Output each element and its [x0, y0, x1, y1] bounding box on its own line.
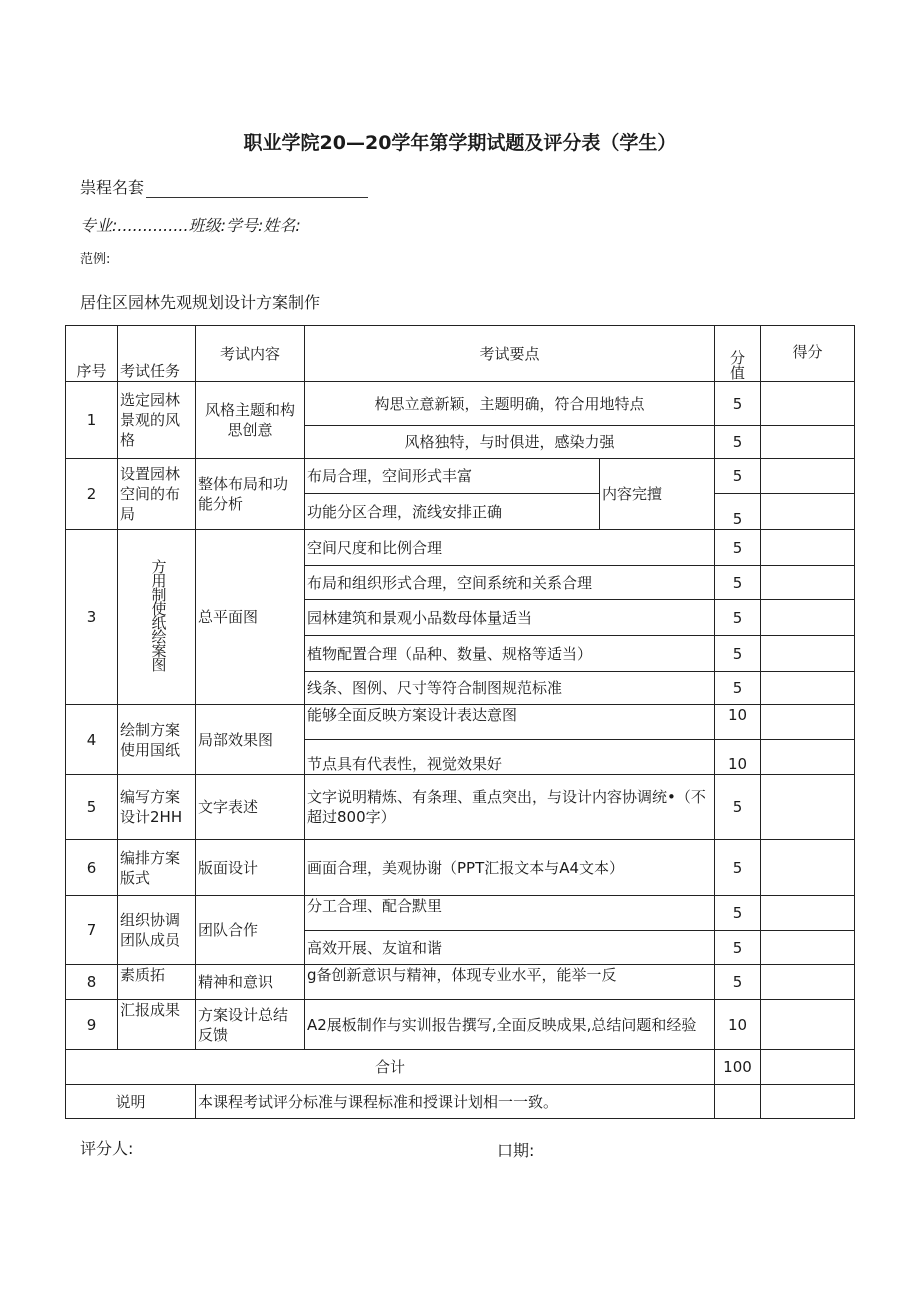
note-empty-cell — [761, 1085, 855, 1119]
table-row — [66, 840, 855, 896]
point-cell: 空间尺度和比例合理 — [305, 530, 715, 566]
project-name: 居住区园林先观规划设计方案制作 — [80, 293, 321, 312]
content-cell: 风格主题和构思创意 — [196, 382, 305, 459]
task-cell: 编写方案设计2HH — [118, 775, 196, 840]
table-row — [66, 382, 855, 426]
got-cell[interactable] — [761, 775, 855, 840]
point-cell: 线条、图例、尺寸等符合制图规范标准 — [305, 672, 715, 705]
got-cell[interactable] — [761, 740, 855, 775]
score-cell: 5 — [715, 530, 761, 566]
point-cell: 高效开展、友谊和谐 — [305, 931, 715, 965]
score-cell: 10 — [715, 1000, 761, 1050]
seq-cell: 4 — [66, 705, 118, 775]
course-name-blank[interactable] — [146, 183, 368, 198]
seq-cell: 5 — [66, 775, 118, 840]
seq-cell: 9 — [66, 1000, 118, 1050]
score-cell: 5 — [715, 600, 761, 636]
content-cell: 文字表述 — [196, 775, 305, 840]
point-cell: 分工合理、配合默里 — [305, 896, 715, 931]
point-cell: A2展板制作与实训报告撰写,全面反映成果,总结问题和经验 — [305, 1000, 715, 1050]
task-cell: 设置园林空间的布局 — [118, 459, 196, 530]
point-cell: 构思立意新颖，主题明确，符合用地特点 — [305, 382, 715, 426]
got-cell[interactable] — [761, 530, 855, 566]
score-cell: 10 — [715, 740, 761, 775]
task-vertical-text: 方用制使纸绘案图 — [149, 558, 168, 671]
course-name-line — [80, 175, 368, 198]
got-cell[interactable] — [761, 636, 855, 672]
got-cell[interactable] — [761, 965, 855, 1000]
table-row — [66, 1000, 855, 1050]
table-row — [66, 459, 855, 494]
page-title: 职业学院20—20学年第学期试题及评分表（学生） — [243, 132, 677, 154]
table-row — [66, 896, 855, 931]
total-got-cell[interactable] — [761, 1050, 855, 1085]
total-score: 100 — [715, 1050, 761, 1085]
point-cell: 布局合理，空间形式丰富 — [305, 459, 600, 494]
col-header-content: 考试内容 — [196, 326, 305, 382]
seq-cell: 6 — [66, 840, 118, 896]
got-cell[interactable] — [761, 705, 855, 740]
table-header-row — [66, 326, 855, 382]
got-cell[interactable] — [761, 672, 855, 705]
score-cell: 5 — [715, 965, 761, 1000]
col-header-score: 分值 — [715, 326, 761, 382]
course-name-label: 祟程名套 — [80, 178, 145, 197]
scoring-table — [65, 325, 855, 1119]
content-cell: 总平面图 — [196, 530, 305, 705]
score-cell: 5 — [715, 566, 761, 600]
table-row — [66, 965, 855, 1000]
note-text: 本课程考试评分标准与课程标准和授课计划相一一致。 — [196, 1085, 715, 1119]
point-cell: 布局和组织形式合理，空间系统和关系合理 — [305, 566, 715, 600]
score-cell: 5 — [715, 494, 761, 530]
note-label: 说明 — [66, 1085, 196, 1119]
task-cell: 绘制方案使用国纸 — [118, 705, 196, 775]
task-cell: 编排方案版式 — [118, 840, 196, 896]
score-cell: 5 — [715, 896, 761, 931]
seq-cell: 7 — [66, 896, 118, 965]
seq-cell: 2 — [66, 459, 118, 530]
score-cell: 5 — [715, 426, 761, 459]
score-cell: 5 — [715, 459, 761, 494]
point-cell: 文字说明精炼、有条理、重点突出，与设计内容协调统•（不超过800字） — [305, 775, 715, 840]
table-row — [66, 530, 855, 566]
total-row — [66, 1050, 855, 1085]
task-cell — [118, 530, 196, 705]
score-cell: 5 — [715, 840, 761, 896]
task-cell: 选定园林景观的风格 — [118, 382, 196, 459]
score-cell: 10 — [715, 705, 761, 740]
table-row — [66, 775, 855, 840]
point-cell: 画面合理，美观协谢（PPT汇报文本与A4文本） — [305, 840, 715, 896]
score-cell: 5 — [715, 775, 761, 840]
score-cell: 5 — [715, 672, 761, 705]
point-cell: 功能分区合理，流线安排正确 — [305, 494, 600, 530]
col-header-got: 得分 — [761, 326, 855, 382]
note-empty-cell — [715, 1085, 761, 1119]
student-info-line: 专业:..............班级:学号:姓名: — [80, 216, 301, 235]
col-header-seq: 序号 — [66, 326, 118, 382]
got-cell[interactable] — [761, 896, 855, 931]
point-cell: 风格独特，与时俱进，感染力强 — [305, 426, 715, 459]
got-cell[interactable] — [761, 600, 855, 636]
score-cell: 5 — [715, 931, 761, 965]
side-note-cell: 内容完擅 — [600, 459, 715, 530]
point-cell: 节点具有代表性，视觉效果好 — [305, 740, 715, 775]
content-cell: 版面设计 — [196, 840, 305, 896]
got-cell[interactable] — [761, 494, 855, 530]
col-header-points: 考试要点 — [305, 326, 715, 382]
score-cell: 5 — [715, 636, 761, 672]
seq-cell: 1 — [66, 382, 118, 459]
got-cell[interactable] — [761, 382, 855, 426]
seq-cell: 3 — [66, 530, 118, 705]
got-cell[interactable] — [761, 840, 855, 896]
point-cell: 植物配置合理（品种、数量、规格等适当） — [305, 636, 715, 672]
got-cell[interactable] — [761, 459, 855, 494]
got-cell[interactable] — [761, 566, 855, 600]
task-cell: 素质拓 — [118, 965, 196, 1000]
content-cell: 方案设计总结反馈 — [196, 1000, 305, 1050]
point-cell: 能够全面反映方案设计表达意图 — [305, 705, 715, 740]
got-cell[interactable] — [761, 426, 855, 459]
task-cell: 汇报成果 — [118, 1000, 196, 1050]
point-cell: 园林建筑和景观小品数母体量适当 — [305, 600, 715, 636]
col-header-task: 考试任务 — [118, 326, 196, 382]
got-cell[interactable] — [761, 1000, 855, 1050]
table-row — [66, 705, 855, 740]
content-cell: 团队合作 — [196, 896, 305, 965]
note-row — [66, 1085, 855, 1119]
point-cell: g备创新意识与精神，体现专业水平，能举一反 — [305, 965, 715, 1000]
example-label: 范例: — [80, 252, 111, 267]
content-cell: 精神和意识 — [196, 965, 305, 1000]
total-label: 合计 — [66, 1050, 715, 1085]
task-cell: 组织协调团队成员 — [118, 896, 196, 965]
score-cell: 5 — [715, 382, 761, 426]
grader-label: 评分人: — [80, 1139, 134, 1158]
date-label: 口期: — [497, 1141, 535, 1160]
content-cell: 局部效果图 — [196, 705, 305, 775]
content-cell: 整体布局和功能分析 — [196, 459, 305, 530]
seq-cell: 8 — [66, 965, 118, 1000]
got-cell[interactable] — [761, 931, 855, 965]
